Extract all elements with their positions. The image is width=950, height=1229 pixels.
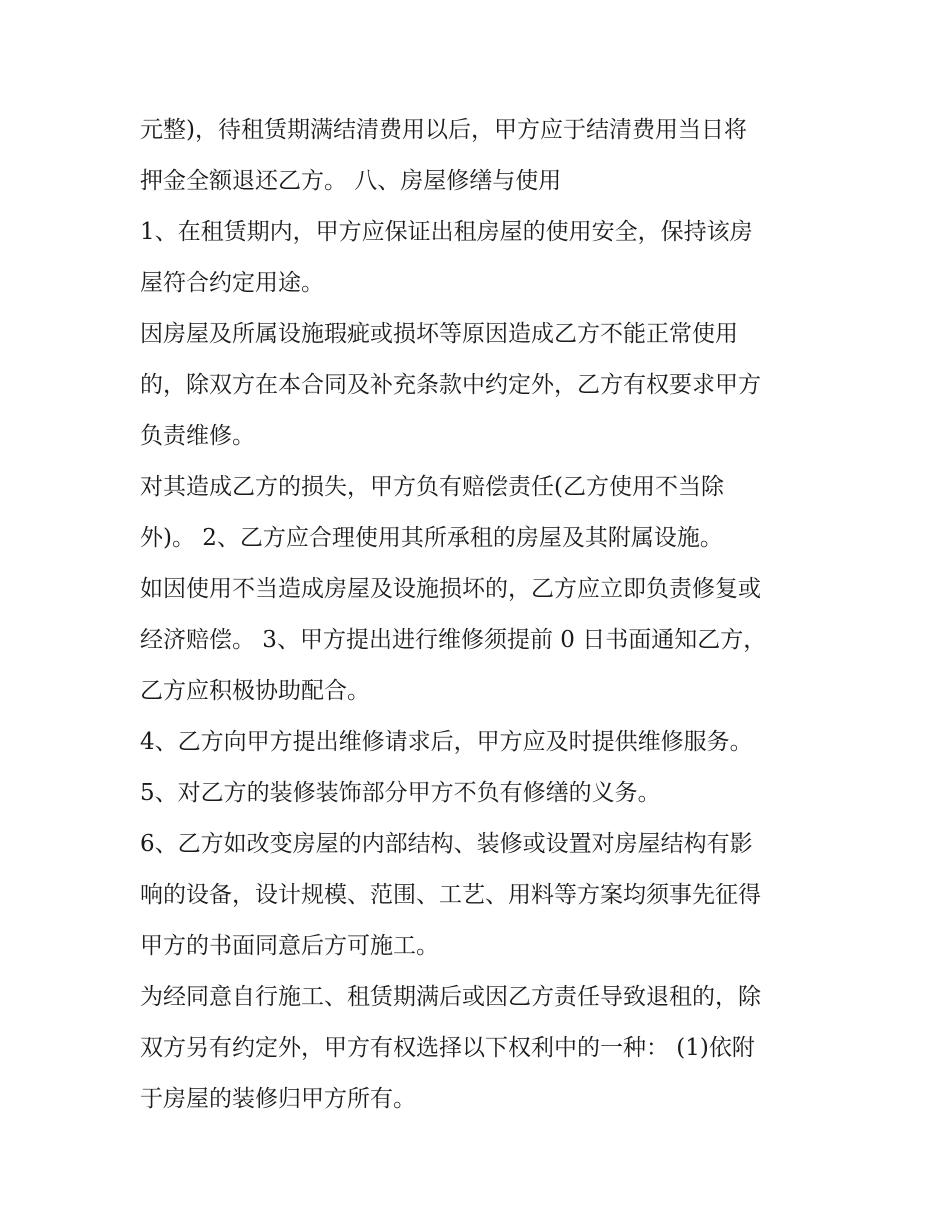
- text-line: 外)。 2、乙方应合理使用其所承租的房屋及其附属设施。: [140, 525, 723, 551]
- text-line: 因房屋及所属设施瑕疵或损坏等原因造成乙方不能正常使用: [140, 321, 738, 347]
- text-line: 如因使用不当造成房屋及设施损坏的，乙方应立即负责修复或: [140, 576, 761, 602]
- text-line: 对其造成乙方的损失，甲方负有赔偿责任(乙方使用不当除: [140, 474, 724, 500]
- text-line: 于房屋的装修归甲方所有。: [140, 1086, 416, 1112]
- text-line: 负责维修。: [140, 423, 255, 449]
- text-line: 6、乙方如改变房屋的内部结构、装修或设置对房屋结构有影: [140, 831, 753, 857]
- text-line: 1、在租赁期内，甲方应保证出租房屋的使用安全，保持该房: [140, 219, 753, 245]
- text-line: 屋符合约定用途。: [140, 270, 324, 296]
- text-line: 甲方的书面同意后方可施工。: [140, 933, 439, 959]
- text-line: 5、对乙方的装修装饰部分甲方不负有修缮的义务。: [140, 780, 661, 806]
- text-line: 响的设备，设计规模、范围、工艺、用料等方案均须事先征得: [140, 882, 761, 908]
- text-line: 押金全额退还乙方。 八、房屋修缮与使用: [140, 168, 562, 194]
- text-line: 4、乙方向甲方提出维修请求后，甲方应及时提供维修服务。: [140, 729, 753, 755]
- text-line: 元整)，待租赁期满结清费用以后，甲方应于结清费用当日将: [140, 117, 747, 143]
- text-line: 经济赔偿。 3、甲方提出进行维修须提前 0 日书面通知乙方，: [140, 627, 767, 653]
- text-line: 双方另有约定外，甲方有权选择以下权利中的一种： (1)依附: [140, 1035, 755, 1061]
- document-body: [140, 105, 830, 1125]
- text-line: 的，除双方在本合同及补充条款中约定外，乙方有权要求甲方: [140, 372, 761, 398]
- text-line: 乙方应积极协助配合。: [140, 678, 370, 704]
- text-line: 为经同意自行施工、租赁期满后或因乙方责任导致退租的，除: [140, 984, 761, 1010]
